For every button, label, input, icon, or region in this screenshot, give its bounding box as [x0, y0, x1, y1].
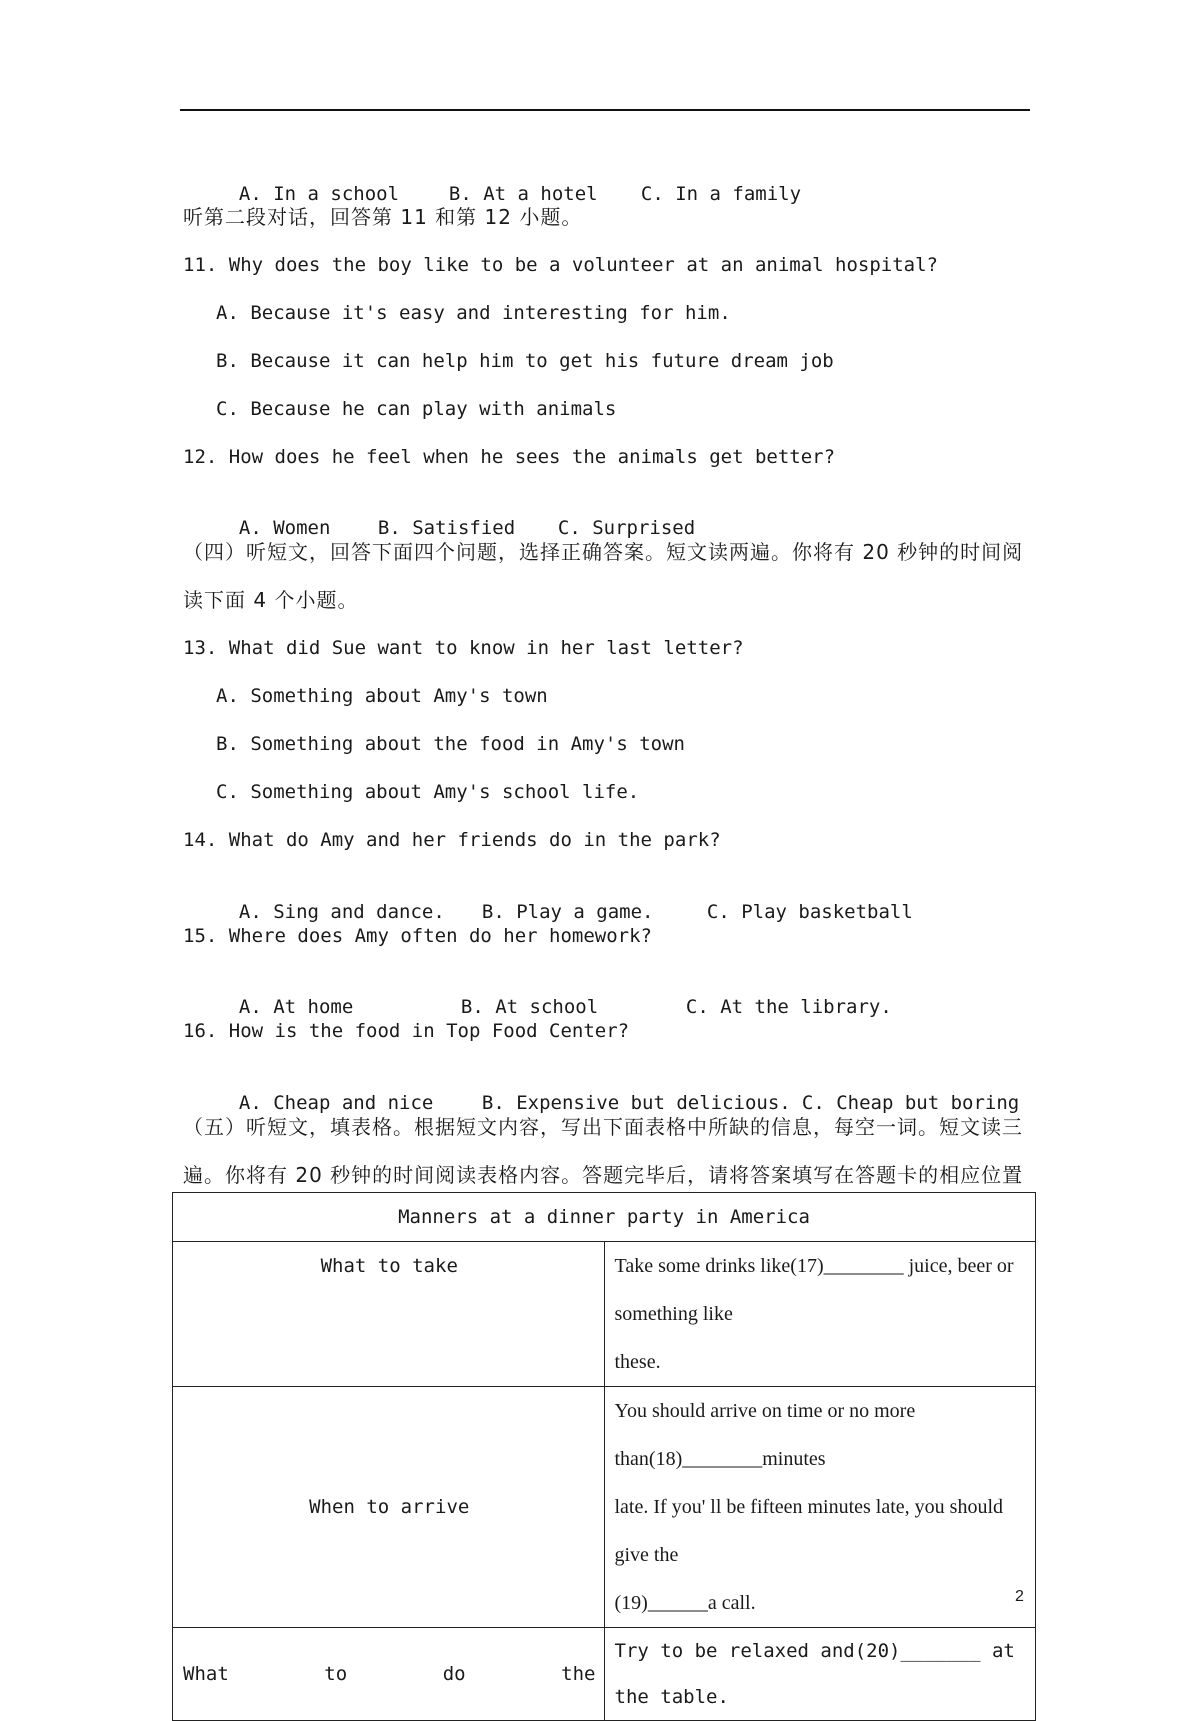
- table-row: [173, 1387, 1036, 1628]
- row-text-line: Take some drinks like(17)________ juice, beer or something like: [614, 1255, 1014, 1325]
- question-15: 15. Where does Amy often do her homework?: [183, 925, 652, 947]
- q13-option-a: A. Something about Amy's town: [216, 685, 548, 707]
- row-label: When to arrive: [173, 1387, 605, 1628]
- table-row: [173, 1628, 1036, 1721]
- q13-option-b: B. Something about the food in Amy's town: [216, 733, 685, 755]
- row-label: What to take: [173, 1242, 605, 1387]
- q16-options: [216, 1067, 1019, 1115]
- section-4-instructions-line1: （四）听短文，回答下面四个问题，选择正确答案。短文读两遍。你将有 20 秒钟的时间阅: [183, 540, 1024, 564]
- page-number: 2: [1015, 1588, 1024, 1605]
- option: A. In a school: [238, 183, 400, 205]
- question-11: 11. Why does the boy like to be a volunteer at an animal hospital?: [183, 254, 938, 276]
- question-14: 14. What do Amy and her friends do in the park?: [183, 829, 721, 851]
- q11-option-a: A. Because it's easy and interesting for him.: [216, 302, 731, 324]
- question-12: 12. How does he feel when he sees the animals get better?: [183, 446, 836, 468]
- option: B. At a hotel: [448, 183, 598, 205]
- option: B. Satisfied: [377, 517, 516, 539]
- q11-option-b: B. Because it can help him to get his future dream job: [216, 350, 834, 372]
- option: C. Play basketball: [706, 901, 913, 923]
- option: C. Surprised: [557, 517, 696, 539]
- q11-option-c: C. Because he can play with animals: [216, 398, 617, 420]
- table-row: [173, 1242, 1036, 1387]
- q13-option-c: C. Something about Amy's school life.: [216, 781, 640, 803]
- section-note-2: 听第二段对话，回答第 11 和第 12 小题。: [183, 205, 583, 229]
- option: C. Cheap but boring: [801, 1092, 1020, 1114]
- question-16: 16. How is the food in Top Food Center?: [183, 1020, 630, 1042]
- option: C. At the library.: [685, 996, 892, 1018]
- question-13: 13. What did Sue want to know in her last letter?: [183, 637, 744, 659]
- option: B. Play a game.: [481, 901, 654, 923]
- option: C. In a family: [640, 183, 802, 205]
- header-rule: [180, 109, 1030, 111]
- row-text-line: You should arrive on time or no more than(18)________minutes: [614, 1400, 916, 1470]
- option: A. Cheap and nice: [238, 1092, 434, 1114]
- row-text-line: Try to be relaxed and(20)_______ at the table.: [614, 1640, 1015, 1708]
- q15-options: [216, 971, 892, 1019]
- section-4-instructions-line2: 读下面 4 个小题。: [183, 588, 359, 612]
- option: A. Sing and dance.: [238, 901, 445, 923]
- row-text-line: (19)______a call.: [614, 1592, 756, 1614]
- q12-options: [216, 492, 695, 540]
- option: A. At home: [238, 996, 354, 1018]
- section-5-instructions-line2: 遍。你将有 20 秒钟的时间阅读表格内容。答题完毕后，请将答案填写在答题卡的相应位置: [183, 1163, 1024, 1187]
- option: B. At school: [460, 996, 599, 1018]
- table-title: Manners at a dinner party in America: [173, 1193, 1036, 1242]
- row-content: [604, 1387, 1036, 1628]
- row-text-line: these.: [614, 1351, 661, 1373]
- row-content: [604, 1242, 1036, 1387]
- option: B. Expensive but delicious.: [481, 1092, 791, 1114]
- option: A. Women: [238, 517, 331, 539]
- manners-table: [172, 1192, 1036, 1721]
- row-content: [604, 1628, 1036, 1721]
- q14-options: [216, 876, 913, 924]
- row-label: What to do the: [173, 1628, 605, 1721]
- row-text-line: late. If you' ll be fifteen minutes late, you should give the: [614, 1496, 1004, 1566]
- section-5-instructions-line1: （五）听短文，填表格。根据短文内容，写出下面表格中所缺的信息，每空一词。短文读三: [183, 1115, 1023, 1139]
- q10-options: [216, 158, 801, 206]
